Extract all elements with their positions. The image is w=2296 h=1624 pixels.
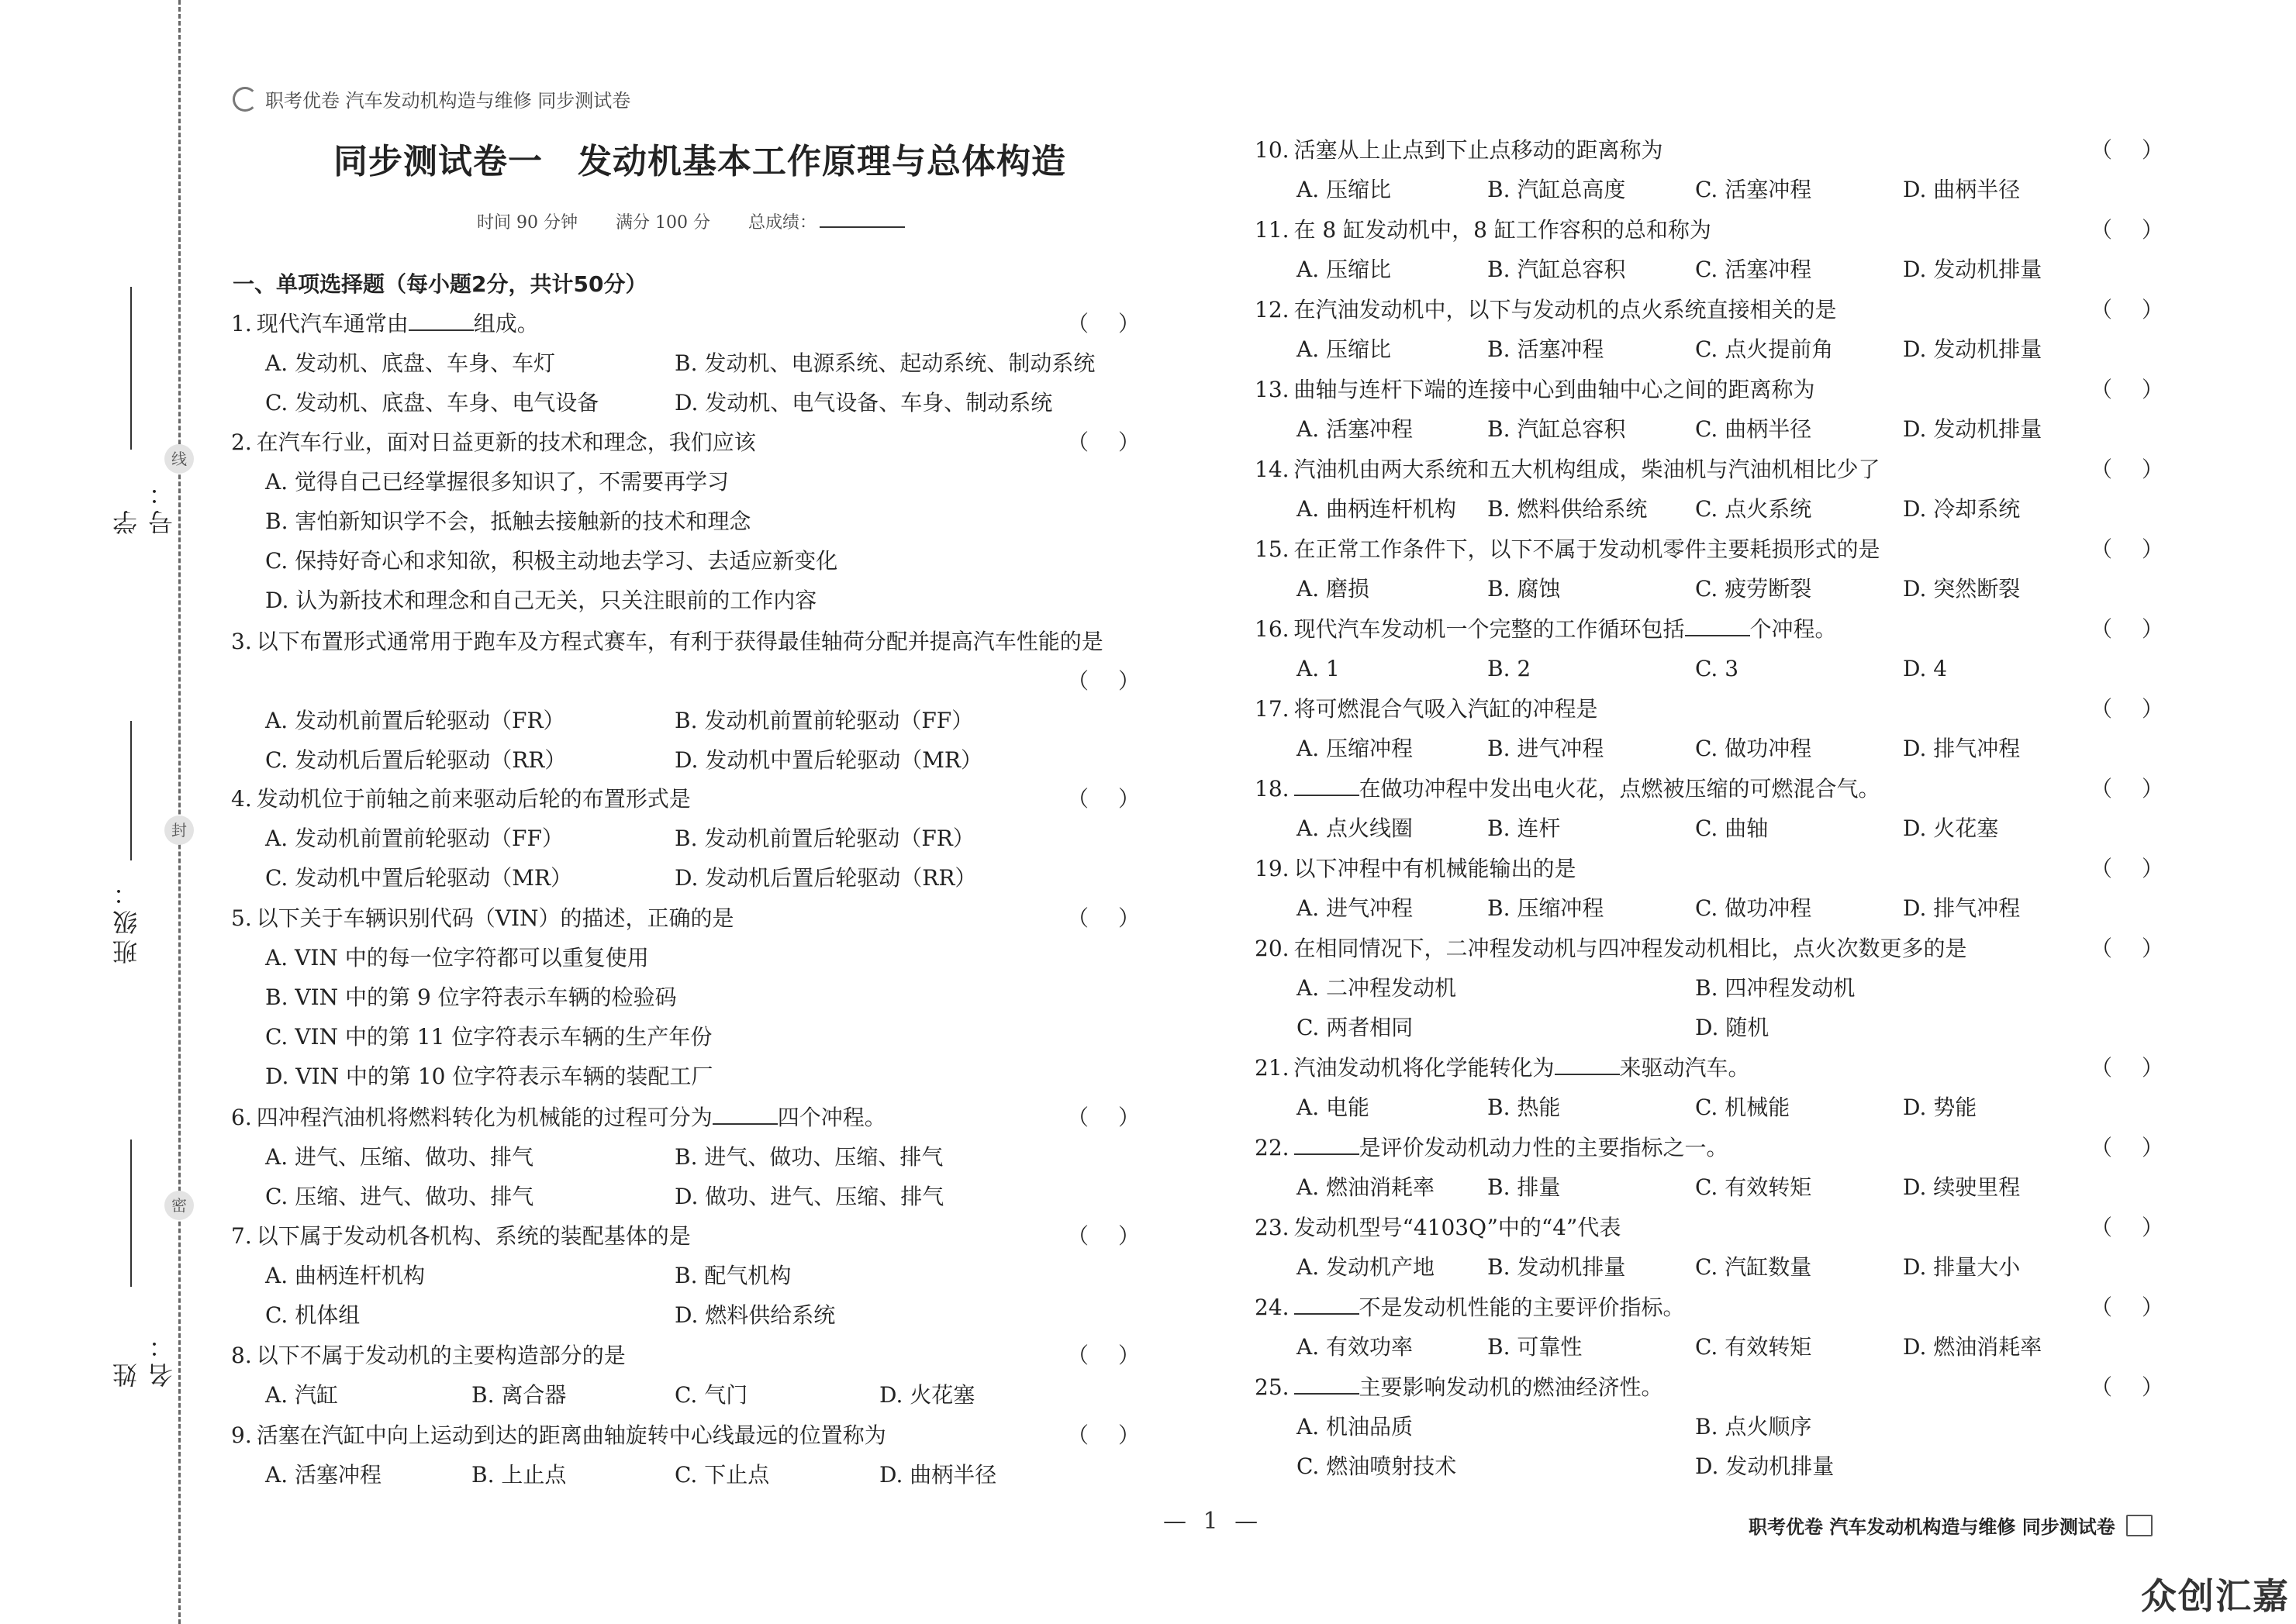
question-text: 发动机型号“4103Q”中的“4”代表 [1293,1215,1621,1240]
option-a[interactable]: A. 活塞冲程 [1296,416,1414,442]
total-score-blank[interactable] [820,226,905,228]
question-stem [1255,689,1598,729]
question-text: 四冲程汽油机将燃料转化为机械能的过程可分为 [256,1105,713,1130]
name-line[interactable] [130,1140,132,1287]
option-d[interactable]: D. 突然断裂 [1903,576,2021,602]
option-c[interactable]: C. 活塞冲程 [1695,177,1812,202]
name-field[interactable] [109,1140,177,1388]
answer-parentheses[interactable]: （） [2090,137,2193,163]
option-b[interactable]: B. 四冲程发动机 [1695,975,1856,1001]
answer-parentheses[interactable]: （） [1066,1105,1169,1130]
question-number: 24. [1255,1295,1290,1320]
option-b[interactable]: B. 活塞冲程 [1487,336,1604,362]
question-10 [1255,130,2193,202]
question-16 [1255,609,2193,681]
option-b[interactable]: B. 发动机前置后轮驱动（FR） [675,826,975,851]
option-a[interactable]: A. 压缩比 [1296,336,1392,362]
option-d[interactable]: D. 燃油消耗率 [1903,1334,2042,1360]
class-field[interactable] [109,721,155,969]
question-25 [1255,1367,2193,1479]
question-12 [1255,290,2193,362]
option-c[interactable]: C. 汽缸数量 [1695,1254,1812,1280]
question-4 [231,779,1169,891]
answer-parentheses[interactable]: （） [1066,1223,1169,1249]
option-b[interactable]: B. 汽缸总高度 [1487,177,1626,202]
page-number: — 1 — [1163,1508,1263,1535]
watermark: 众创汇嘉 [2141,1575,2290,1617]
option-d[interactable]: D. 火花塞 [1903,815,1999,841]
book-pen-icon [2126,1515,2153,1536]
question-number: 16. [1255,616,1290,642]
option-d[interactable]: D. 发动机、电气设备、车身、制动系统 [675,390,1053,415]
option-b[interactable]: B. 排量 [1487,1174,1561,1200]
fill-blank[interactable] [1294,1370,1359,1395]
question-number: 25. [1255,1374,1290,1400]
option-b[interactable]: B. 配气机构 [675,1263,792,1288]
question-text: 曲轴与连杆下端的连接中心到曲轴中心之间的距离称为 [1293,377,1815,402]
question-number: 20. [1255,936,1290,961]
option-c[interactable]: C. 保持好奇心和求知欲，积极主动地去学习、去适应新变化 [265,548,838,574]
answer-parentheses[interactable]: （） [2090,297,2193,322]
question-number: 12. [1255,297,1290,322]
option-d[interactable]: D. 发动机排量 [1695,1453,1835,1479]
question-text-after-blank: 是评价发动机动力性的主要指标之一。 [1359,1135,1728,1160]
question-stem [1255,1048,1750,1088]
option-c[interactable]: C. 两者相同 [1296,1015,1414,1040]
question-text: 发动机位于前轴之前来驱动后轮的布置形式是 [256,786,691,812]
question-number: 22. [1255,1135,1290,1160]
question-stem [231,304,539,343]
question-stem [231,422,756,462]
option-c[interactable]: C. 做功冲程 [1695,895,1812,921]
question-text-after-blank: 个冲程。 [1749,616,1837,642]
option-b[interactable]: B. 害怕新知识学不会，抵触去接触新的技术和理念 [265,509,751,534]
option-a[interactable]: A. 燃油消耗率 [1296,1174,1435,1200]
question-text: 以下关于车辆识别代码（VIN）的描述，正确的是 [256,905,734,931]
question-text: 现代汽车通常由 [256,311,409,336]
option-d[interactable]: D. 排量大小 [1903,1254,2021,1280]
answer-parentheses[interactable]: （） [1066,905,1169,931]
question-stem [231,1336,626,1375]
answer-parentheses[interactable]: （） [2090,856,2193,881]
fill-blank[interactable] [1294,1290,1359,1315]
option-c[interactable]: C. 下止点 [675,1462,770,1488]
option-d[interactable]: D. 做功、进气、压缩、排气 [675,1184,944,1209]
question-text: 以下冲程中有机械能输出的是 [1293,856,1576,881]
answer-parentheses[interactable]: （） [1066,311,1169,336]
question-stem [1255,769,1880,809]
question-text: 在汽油发动机中，以下与发动机的点火系统直接相关的是 [1293,297,1837,322]
option-d[interactable]: D. 火花塞 [879,1382,975,1408]
option-a[interactable]: A. 有效功率 [1296,1334,1414,1360]
question-19 [1255,849,2193,921]
option-d[interactable]: D. 发动机排量 [1903,336,2042,362]
option-b[interactable]: B. 汽缸总容积 [1487,416,1626,442]
option-b[interactable]: B. 压缩冲程 [1487,895,1604,921]
exam-full-score: 满分 100 分 [615,213,710,233]
question-text-after-blank: 主要影响发动机的燃油经济性。 [1359,1374,1663,1400]
question-number: 13. [1255,377,1290,402]
option-c[interactable]: C. 发动机、底盘、车身、电气设备 [265,390,599,415]
question-number: 3. [231,629,252,654]
question-text: 以下属于发动机各机构、系统的装配基体的是 [256,1223,691,1249]
answer-parentheses[interactable]: （） [2090,696,2193,722]
option-d[interactable]: D. 发动机后置后轮驱动（RR） [675,865,977,891]
answer-parentheses[interactable]: （） [1066,429,1169,455]
option-a[interactable]: A. 进气冲程 [1296,895,1414,921]
question-text-after-blank: 在做功冲程中发出电火花，点燃被压缩的可燃混合气。 [1359,776,1880,802]
option-a[interactable]: A. 发动机、底盘、车身、车灯 [265,350,556,376]
fill-blank[interactable] [1555,1050,1620,1075]
question-text-after-blank: 来驱动汽车。 [1619,1055,1750,1081]
option-c[interactable]: C. 曲轴 [1695,815,1769,841]
option-a[interactable]: A. 压缩冲程 [1296,736,1414,761]
option-b[interactable]: B. 汽缸总容积 [1487,257,1626,282]
option-c[interactable]: C. 机体组 [265,1302,361,1328]
option-d[interactable]: D. 燃料供给系统 [675,1302,836,1328]
answer-parentheses[interactable]: （） [2090,1295,2193,1320]
question-text: 以下布置形式通常用于跑车及方程式赛车，有利于获得最佳轴荷分配并提高汽车性能的是 [256,629,1103,654]
option-c[interactable]: C. 做功冲程 [1695,736,1812,761]
answer-parentheses[interactable]: （） [2090,936,2193,961]
question-text-after-blank: 组成。 [473,311,539,336]
name-label: 姓名： [112,1329,177,1388]
question-stem [231,1415,886,1455]
question-stem [1255,1288,1685,1327]
option-a[interactable]: A. 二冲程发动机 [1296,975,1457,1001]
question-18 [1255,769,2193,841]
question-15 [1255,529,2193,602]
option-b[interactable]: B. 腐蚀 [1487,576,1561,602]
question-stem [1255,609,1837,649]
option-c[interactable]: C. 曲柄半径 [1695,416,1812,442]
option-a[interactable]: A. 觉得自己已经掌握很多知识了，不需要再学习 [265,469,730,495]
option-d[interactable]: D. VIN 中的第 10 位字符表示车辆的装配工厂 [265,1064,713,1089]
footer-brand [1749,1512,2153,1539]
question-number: 11. [1255,217,1290,243]
option-d[interactable]: D. 发动机排量 [1903,416,2042,442]
question-stem [231,1216,691,1256]
question-14 [1255,450,2193,522]
question-stem [1255,1367,1663,1407]
option-c[interactable]: C. 压缩、进气、做功、排气 [265,1184,534,1209]
option-b[interactable]: B. 进气冲程 [1487,736,1604,761]
question-number: 21. [1255,1055,1290,1081]
option-d[interactable]: D. 4 [1903,656,1948,681]
fill-blank[interactable] [1294,1130,1359,1155]
question-stem [1255,849,1576,888]
question-text-after-blank: 四个冲程。 [777,1105,886,1130]
option-b[interactable]: B. 上止点 [471,1462,567,1488]
answer-parentheses[interactable]: （） [2090,1135,2193,1160]
option-c[interactable]: C. 机械能 [1695,1095,1790,1120]
footer-brand-text: 职考优卷 汽车发动机构造与维修 同步测试卷 [1749,1516,2115,1538]
question-stem [1255,1208,1621,1247]
answer-parentheses[interactable]: （） [1066,668,1169,694]
option-d[interactable]: D. 排气冲程 [1903,895,2021,921]
question-number: 4. [231,786,252,812]
question-number: 18. [1255,776,1290,802]
question-number: 19. [1255,856,1290,881]
cut-mark-xian: 线 [164,444,194,474]
question-text-after-blank: 不是发动机性能的主要评价指标。 [1359,1295,1685,1320]
option-b[interactable]: B. 离合器 [471,1382,567,1408]
question-number: 1. [231,311,252,336]
question-text: 活塞在汽缸中向上运动到达的距离曲轴旋转中心线最远的位置称为 [256,1422,886,1448]
option-a[interactable]: A. 1 [1296,656,1340,681]
page-title: 同步测试卷一 发动机基本工作原理与总体构造 [333,142,1066,181]
answer-parentheses[interactable]: （） [2090,536,2193,562]
option-d[interactable]: D. 排气冲程 [1903,736,2021,761]
option-a[interactable]: A. 压缩比 [1296,257,1392,282]
option-c[interactable]: C. 点火提前角 [1695,336,1834,362]
question-stem [231,779,691,819]
student-id-field[interactable] [109,287,177,535]
fill-blank[interactable] [409,306,474,331]
fill-blank[interactable] [1685,612,1750,636]
question-text: 将可燃混合气吸入汽缸的冲程是 [1293,696,1598,722]
option-d[interactable]: D. 曲柄半径 [879,1462,997,1488]
student-id-line[interactable] [130,287,132,450]
answer-parentheses[interactable]: （） [1066,786,1169,812]
brand-logo-icon [233,87,257,112]
option-a[interactable]: A. 活塞冲程 [265,1462,382,1488]
option-b[interactable]: B. 可靠性 [1487,1334,1583,1360]
answer-parentheses[interactable]: （） [2090,776,2193,802]
question-stem [1255,929,1967,968]
fill-blank[interactable] [1294,771,1359,796]
option-b[interactable]: B. 热能 [1487,1095,1561,1120]
question-number: 17. [1255,696,1290,722]
question-stem [1255,130,1663,170]
question-1 [231,304,1169,415]
option-d[interactable]: D. 曲柄半径 [1903,177,2021,202]
question-2 [231,422,1169,613]
option-a[interactable]: A. 发动机前置后轮驱动（FR） [265,708,565,733]
answer-parentheses[interactable]: （） [2090,616,2193,642]
answer-parentheses[interactable]: （） [2090,217,2193,243]
question-number: 9. [231,1422,252,1448]
question-8 [231,1336,1169,1408]
option-a[interactable]: A. 机油品质 [1296,1414,1414,1440]
option-b[interactable]: B. 连杆 [1487,815,1561,841]
exam-total-score [748,213,937,233]
question-23 [1255,1208,2193,1280]
question-number: 14. [1255,457,1290,482]
question-text: 活塞从上止点到下止点移动的距离称为 [1293,137,1663,163]
question-number: 8. [231,1343,252,1368]
option-c[interactable]: C. 燃油喷射技术 [1296,1453,1457,1479]
total-score-label: 总成绩： [747,213,817,233]
answer-parentheses[interactable]: （） [1066,1343,1169,1368]
question-20 [1255,929,2193,1040]
option-c[interactable]: C. 气门 [675,1382,748,1408]
question-stem [1255,1128,1728,1167]
answer-parentheses[interactable]: （） [2090,457,2193,482]
question-text: 在正常工作条件下，以下不属于发动机零件主要耗损形式的是 [1293,536,1880,562]
question-21 [1255,1048,2193,1120]
exam-time: 时间 90 分钟 [477,213,578,233]
question-stem [1255,450,1880,489]
option-d[interactable]: D. 续驶里程 [1903,1174,2021,1200]
option-d[interactable]: D. 发动机中置后轮驱动（MR） [675,747,983,773]
question-text: 汽油机由两大系统和五大机构组成，柴油机与汽油机相比少了 [1293,457,1880,482]
option-a[interactable]: A. 曲柄连杆机构 [1296,496,1457,522]
option-d[interactable]: D. 势能 [1903,1095,1977,1120]
question-number: 6. [231,1105,252,1130]
option-c[interactable]: C. 活塞冲程 [1695,257,1812,282]
exam-meta [477,209,970,233]
question-5 [231,898,1169,1089]
question-6 [231,1098,1169,1209]
class-label: 班级： [112,876,141,964]
option-d[interactable]: D. 冷却系统 [1903,496,2021,522]
option-b[interactable]: B. 2 [1487,656,1531,681]
option-a[interactable]: A. 曲柄连杆机构 [265,1263,426,1288]
question-number: 15. [1255,536,1290,562]
option-a[interactable]: A. 汽缸 [265,1382,339,1408]
question-11 [1255,210,2193,282]
option-d[interactable]: D. 随机 [1695,1015,1769,1040]
option-c[interactable]: C. 疲劳断裂 [1695,576,1812,602]
answer-parentheses[interactable]: （） [2090,1055,2193,1081]
option-b[interactable]: B. 进气、做功、压缩、排气 [675,1144,944,1170]
header-brand-text: 职考优卷 汽车发动机构造与维修 同步测试卷 [265,90,631,112]
option-c[interactable]: C. 3 [1695,656,1739,681]
question-13 [1255,370,2193,442]
question-text: 以下不属于发动机的主要构造部分的是 [256,1343,626,1368]
option-a[interactable]: A. VIN 中的每一位字符都可以重复使用 [265,945,649,971]
student-id-label: 学号： [112,476,177,535]
question-stem [1255,290,1837,329]
class-line[interactable] [130,721,132,860]
question-17 [1255,689,2193,761]
question-text: 在汽车行业，面对日益更新的技术和理念，我们应该 [256,429,756,455]
question-22 [1255,1128,2193,1200]
question-stem [1255,210,1711,250]
option-b[interactable]: B. 点火顺序 [1695,1414,1812,1440]
answer-parentheses[interactable]: （） [2090,377,2193,402]
answer-parentheses[interactable]: （） [2090,1374,2193,1400]
option-c[interactable]: C. 有效转矩 [1695,1174,1812,1200]
question-number: 10. [1255,137,1290,163]
option-b[interactable]: B. VIN 中的第 9 位字符表示车辆的检验码 [265,984,677,1010]
question-stem [231,898,734,938]
option-d[interactable]: D. 认为新技术和理念和自己无关，只关注眼前的工作内容 [265,588,817,613]
question-text: 在相同情况下，二冲程发动机与四冲程发动机相比，点火次数更多的是 [1293,936,1967,961]
question-number: 7. [231,1223,252,1249]
option-a[interactable]: A. 发动机前置前轮驱动（FF） [265,826,564,851]
option-c[interactable]: C. 有效转矩 [1695,1334,1812,1360]
option-a[interactable]: A. 压缩比 [1296,177,1392,202]
question-stem [1255,370,1815,409]
section-title: 一、单项选择题（每小题2分，共计50分） [233,271,647,297]
question-text: 在 8 缸发动机中，8 缸工作容积的总和称为 [1293,217,1711,243]
option-c[interactable]: C. 点火系统 [1695,496,1812,522]
question-text: 汽油发动机将化学能转化为 [1293,1055,1555,1081]
question-number: 23. [1255,1215,1290,1240]
answer-parentheses[interactable]: （） [1066,1422,1169,1448]
question-9 [231,1415,1169,1488]
option-c[interactable]: C. 发动机后置后轮驱动（RR） [265,747,567,773]
option-a[interactable]: A. 进气、压缩、做功、排气 [265,1144,534,1170]
cut-mark-mi: 密 [164,1191,194,1220]
option-d[interactable]: D. 发动机排量 [1903,257,2042,282]
question-stem [1255,529,1880,569]
option-b[interactable]: B. 燃料供给系统 [1487,496,1648,522]
question-text: 现代汽车发动机一个完整的工作循环包括 [1293,616,1685,642]
option-b[interactable]: B. 发动机、电源系统、起动系统、制动系统 [675,350,1096,376]
question-stem [231,622,1103,661]
answer-parentheses[interactable]: （） [2090,1215,2193,1240]
option-a[interactable]: A. 电能 [1296,1095,1370,1120]
option-c[interactable]: C. VIN 中的第 11 位字符表示车辆的生产年份 [265,1024,713,1050]
option-b[interactable]: B. 发动机排量 [1487,1254,1626,1280]
question-number: 2. [231,429,252,455]
question-number: 5. [231,905,252,931]
option-a[interactable]: A. 磨损 [1296,576,1370,602]
question-7 [231,1216,1169,1328]
option-b[interactable]: B. 发动机前置前轮驱动（FF） [675,708,974,733]
option-c[interactable]: C. 发动机中置后轮驱动（MR） [265,865,572,891]
fill-blank[interactable] [713,1100,778,1125]
header-brand [233,85,630,112]
question-stem [231,1098,886,1137]
option-a[interactable]: A. 点火线圈 [1296,815,1414,841]
question-3 [231,622,1169,773]
question-24 [1255,1288,2193,1360]
cut-mark-feng: 封 [164,815,194,845]
option-a[interactable]: A. 发动机产地 [1296,1254,1435,1280]
